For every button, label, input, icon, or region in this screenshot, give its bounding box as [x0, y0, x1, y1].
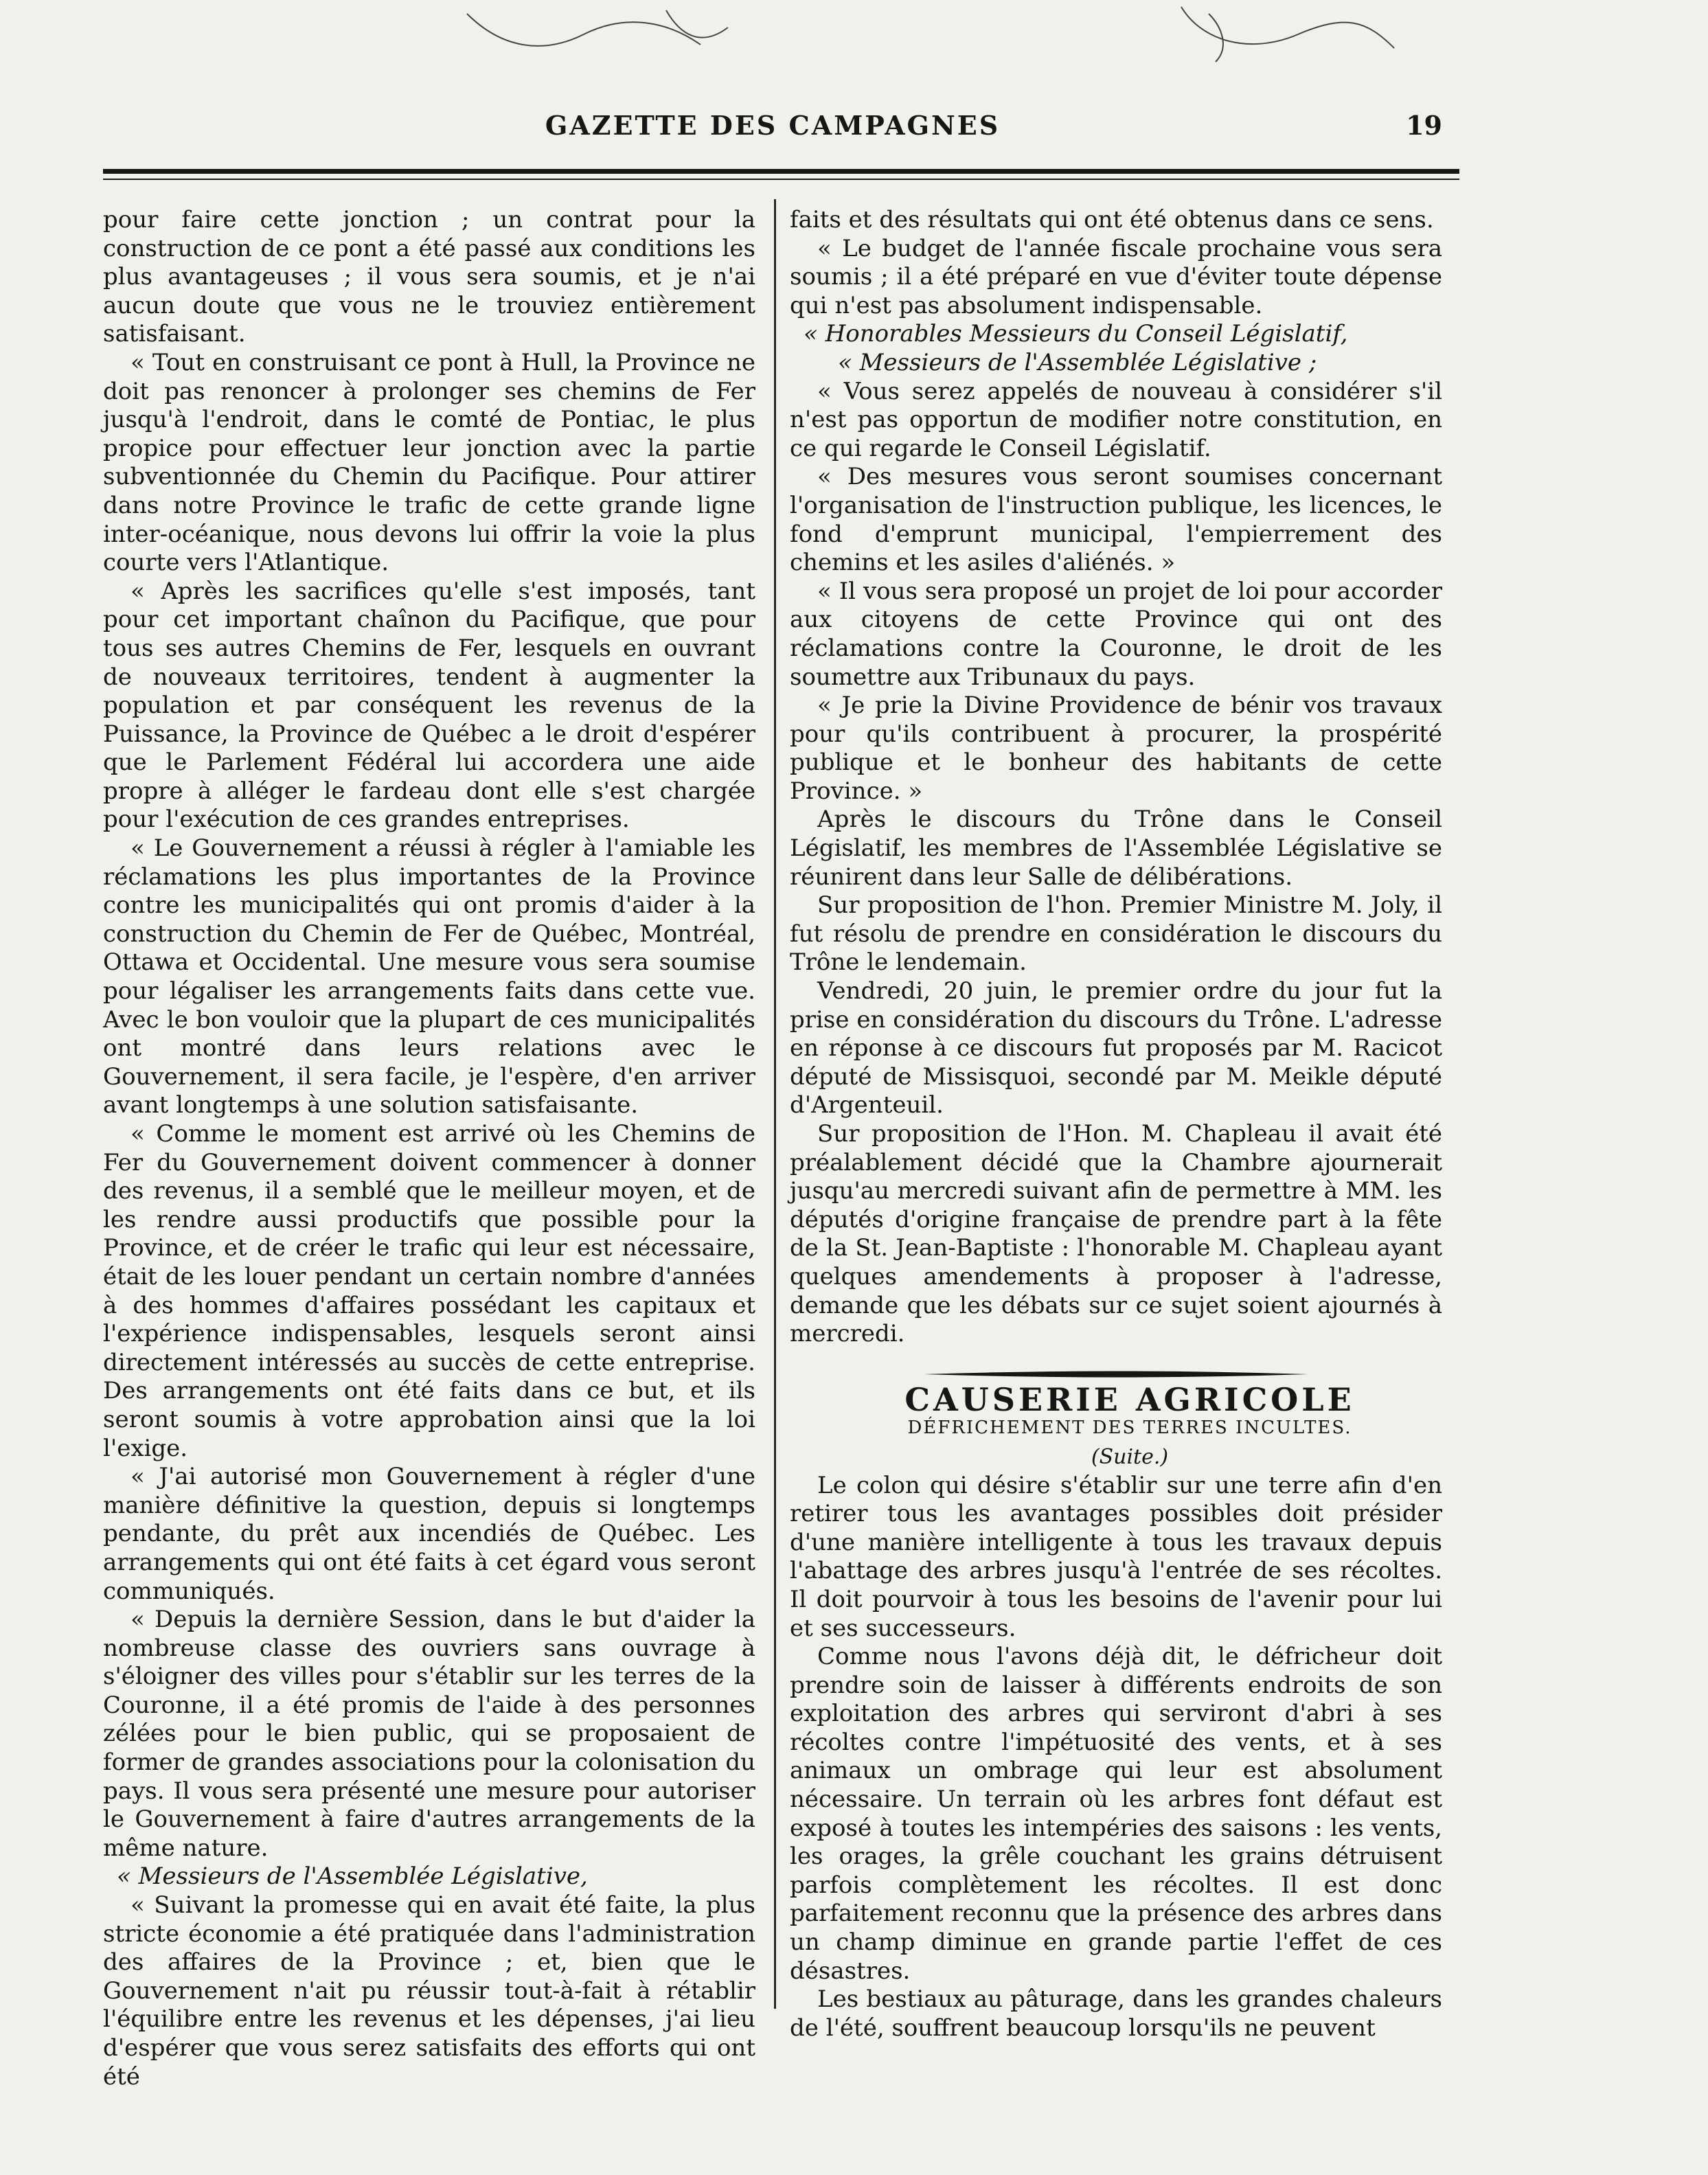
page-number: 19 [1406, 110, 1442, 141]
pen-scribble-mark [440, 7, 1401, 69]
column-divider [774, 199, 776, 2009]
paragraph: « Vous serez appelés de nouveau à considérer s'il n'est pas opportun de modifier notre constitution, en ce qui regarde le Conseil Législatif. [790, 377, 1442, 462]
section-title: CAUSERIE AGRICOLE [904, 1380, 1355, 1418]
header-rule-thin [103, 179, 1459, 180]
paragraph: « Suivant la promesse qui en avait été faite, la plus stricte économie a été pratiquée dans l'administration des affaires de la Province ; et, bien que le Gouvernement n'ait pu réussir tout-à-fait à rétablir l'équilibre entre les revenus et les dépenses, j'ai lieu d'espérer que vous serez satisfaits des efforts qui ont été [103, 1891, 755, 2091]
paragraph: Sur proposition de l'hon. Premier Ministre M. Joly, il fut résolu de prendre en considération le discours du Trône le lendemain. [790, 891, 1442, 977]
paragraph: « Comme le moment est arrivé où les Chemins de Fer du Gouvernement doivent commencer à donner des revenus, il a semblé que le meilleur moyen, et de les rendre aussi productifs que possible pour la Province, et de créer le trafic qui leur est nécessaire, était de les louer pendant un certain nombre d'années à des hommes d'affaires possédant les capitaux et l'expérience indispensables, lesquels seront ainsi directement intéressés au succès de cette entreprise. Des arrangements ont été faits dans ce but, et ils seront soumis à votre approbation ainsi que la loi l'exige. [103, 1120, 755, 1462]
address-line: « Honorables Messieurs du Conseil Législatif, [804, 320, 1348, 348]
left-column [103, 206, 755, 2091]
section-ornament-rule [924, 1369, 1308, 1379]
address-line: « Messieurs de l'Assemblée Législative ; [838, 348, 1317, 376]
continued-note: (Suite.) [1091, 1444, 1169, 1469]
paragraph: Sur proposition de l'Hon. M. Chapleau il avait été préalablement décidé que la Chambre ajournerait jusqu'au mercredi suivant afin de permettre à MM. les députés d'origine française de prendre part à la fête de la St. Jean-Baptiste : l'honorable M. Chapleau ayant quelques amendements à proposer à l'adresse, demande que les débats sur ce sujet soient ajournés à mercredi. [790, 1120, 1442, 1348]
paragraph: « Après les sacrifices qu'elle s'est imposés, tant pour cet important chaînon du Pacifique, que pour tous ses autres Chemins de Fer, lesquels en ouvrant de nouveaux territoires, tendent à augmenter la population et par conséquent les revenus de la Puissance, la Province de Québec a le droit d'espérer que le Parlement Fédéral lui accordera une aide propre à alléger le fardeau dont elle s'est chargée pour l'exécution de ces grandes entreprises. [103, 577, 755, 834]
address-line: « Messieurs de l'Assemblée Législative, [117, 1863, 588, 1891]
header-rule-thick [103, 169, 1459, 174]
paragraph: « Je prie la Divine Providence de bénir vos travaux pour qu'ils contribuent à procurer, la prospérité publique et le bonheur des habitants de cette Province. » [790, 692, 1442, 805]
running-title: GAZETTE DES CAMPAGNES [545, 110, 1001, 141]
paragraph: Après le discours du Trône dans le Conseil Législatif, les membres de l'Assemblée Législative se réunirent dans leur Salle de délibérations. [790, 806, 1442, 891]
paragraph: « Il vous sera proposé un projet de loi pour accorder aux citoyens de cette Province qui ont des réclamations contre la Couronne, le droit de les soumettre aux Tribunaux du pays. [790, 577, 1442, 691]
paragraph: « Tout en construisant ce pont à Hull, la Province ne doit pas renoncer à prolonger ses chemins de Fer jusqu'à l'endroit, dans le comté de Pontiac, le plus propice pour effectuer leur jonction avec la partie subventionnée du Chemin du Pacifique. Pour attirer dans notre Province le trafic de cette grande ligne inter-océanique, nous devons lui offrir la voie la plus courte vers l'Atlantique. [103, 348, 755, 577]
paragraph: Vendredi, 20 juin, le premier ordre du jour fut la prise en considération du discours du Trône. L'adresse en réponse à ce discours fut proposés par M. Racicot député de Missisquoi, secondé par M. Meikle député d'Argenteuil. [790, 977, 1442, 1119]
paragraph: « Le Gouvernement a réussi à régler à l'amiable les réclamations les plus importantes de la Province contre les municipalités qui ont promis d'aider à la construction du Chemin de Fer de Québec, Montréal, Ottawa et Occidental. Une mesure vous sera soumise pour légaliser les arrangements faits dans cette vue. Avec le bon vouloir que la plupart de ces municipalités ont montré dans leurs relations avec le Gouvernement, il sera facile, je l'espère, d'en arriver avant longtemps à une solution satisfaisante. [103, 834, 755, 1119]
paragraph: pour faire cette jonction ; un contrat pour la construction de ce pont a été passé aux conditions les plus avantageuses ; il vous sera soumis, et je n'ai aucun doute que vous ne le trouviez entièrement satisfaisant. [103, 206, 755, 348]
paragraph: Les bestiaux au pâturage, dans les grandes chaleurs de l'été, souffrent beaucoup lorsqu'ils ne peuvent [790, 1985, 1442, 2042]
paragraph: « Le budget de l'année fiscale prochaine vous sera soumis ; il a été préparé en vue d'éviter toute dépense qui n'est pas absolument indispensable. [790, 234, 1442, 319]
paragraph: « Des mesures vous seront soumises concernant l'organisation de l'instruction publique, les licences, le fond d'emprunt municipal, l'empierrement des chemins et les asiles d'aliénés. » [790, 463, 1442, 577]
paragraph: « J'ai autorisé mon Gouvernement à régler d'une manière définitive la question, depuis si longtemps pendante, du prêt aux incendiés de Québec. Les arrangements qui ont été faits à cet égard vous seront communiqués. [103, 1463, 755, 1605]
paragraph: faits et des résultats qui ont été obtenus dans ce sens. [790, 206, 1434, 234]
paragraph: Comme nous l'avons déjà dit, le défricheur doit prendre soin de laisser à différents endroits de son exploitation des arbres qui serviront d'abri à ses récoltes contre l'impétuosité des vents, et à ses animaux un ombrage qui leur est absolument nécessaire. Un terrain où les arbres font défaut est exposé à toutes les intempéries des saisons : les vents, les orages, la grêle couchant les grains détruisent parfois complètement les récoltes. Il est donc parfaitement reconnu que la présence des arbres dans un champ diminue en grande partie l'effet de ces désastres. [790, 1643, 1442, 1985]
section-subtitle: DÉFRICHEMENT DES TERRES INCULTES. [907, 1417, 1352, 1439]
paragraph: Le colon qui désire s'établir sur une terre afin d'en retirer tous les avantages possibles doit présider d'une manière intelligente à tous les travaux depuis l'abattage des arbres jusqu'à l'entrée de ses récoltes. Il doit pourvoir à tous les besoins de l'avenir pour lui et ses successeurs. [790, 1471, 1442, 1642]
page-header [103, 110, 1442, 151]
right-column [790, 206, 1442, 2042]
paragraph: « Depuis la dernière Session, dans le but d'aider la nombreuse classe des ouvriers sans ouvrage à s'éloigner des villes pour s'établir sur les terres de la Couronne, il a été promis de l'aide à des personnes zélées pour le bien public, qui se proposaient de former de grandes associations pour la colonisation du pays. Il vous sera présenté une mesure pour autoriser le Gouvernement à faire d'autres arrangements de la même nature. [103, 1606, 755, 1862]
